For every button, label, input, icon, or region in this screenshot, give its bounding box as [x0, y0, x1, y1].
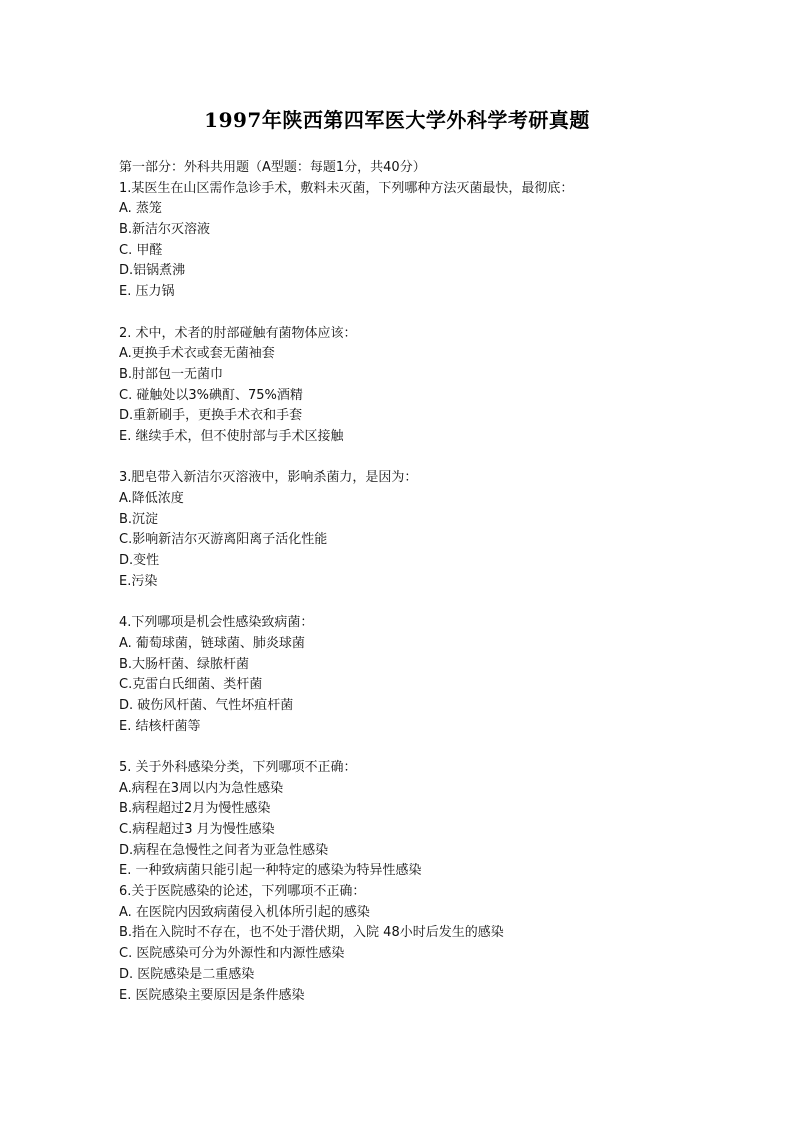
option-b: B.大肠杆菌、绿脓杆菌 [119, 656, 250, 672]
option-a: A. 在医院内因致病菌侵入机体所引起的感染 [119, 904, 370, 920]
option-c: C.影响新洁尔灭游离阳离子活化性能 [119, 532, 328, 548]
question-stem: 5. 关于外科感染分类，下列哪项不正确： [119, 759, 357, 775]
question-stem: 1.某医生在山区需作急诊手术，敷料未灭菌，下列哪种方法灭菌最快，最彻底： [119, 180, 574, 196]
option-b: B.沉淀 [119, 511, 159, 527]
option-d: D.铝锅煮沸 [119, 263, 186, 279]
option-b: B.指在入院时不存在，也不处于潜伏期，入院 48小时后发生的感染 [119, 925, 504, 941]
spacer [119, 737, 739, 758]
option-d: D. 破伤风杆菌、气性坏疽杆菌 [119, 697, 294, 713]
option-a: A.病程在3周以内为急性感染 [119, 780, 284, 796]
option-a: A.降低浓度 [119, 491, 184, 506]
option-e: E. 压力锅 [119, 284, 175, 300]
spacer [119, 303, 739, 324]
question-stem: 3.肥皂带入新洁尔灭溶液中，影响杀菌力，是因为： [119, 470, 418, 486]
page-title: 1997年陕西第四军医大学外科学考研真题 [204, 108, 590, 132]
question-stem: 6.关于医院感染的论述，下列哪项不正确： [119, 884, 366, 900]
question-block [119, 179, 739, 303]
option-d: D.重新刷手，更换手术衣和手套 [119, 408, 303, 424]
option-c: C.病程超过3 月为慢性感染 [119, 822, 275, 837]
spacer [119, 592, 739, 613]
option-c: C. 碰触处以3%碘酊、75%酒精 [119, 387, 303, 403]
option-e: E.污染 [119, 573, 158, 589]
option-d: D.病程在急慢性之间者为亚急性感染 [119, 842, 329, 858]
option-b: B.病程超过2月为慢性感染 [119, 801, 271, 817]
option-a: A. 葡萄球菌，链球菌、肺炎球菌 [119, 635, 305, 651]
option-b: B.新洁尔灭溶液 [119, 222, 211, 238]
question-block [119, 324, 739, 448]
option-e: E. 医院感染主要原因是条件感染 [119, 987, 305, 1003]
option-a: A.更换手术衣或套无菌袖套 [119, 346, 275, 362]
spacer [119, 448, 739, 469]
question-block [119, 613, 739, 737]
question-stem: 2. 术中，术者的肘部碰触有菌物体应该： [119, 325, 357, 341]
question-block [119, 882, 739, 1006]
option-d: D. 医院感染是二重感染 [119, 966, 255, 982]
question-content [119, 158, 739, 1006]
question-stem: 4.下列哪项是机会性感染致病菌： [119, 615, 314, 631]
option-a: A. 蒸笼 [119, 201, 162, 217]
option-e: E. 继续手术，但不使肘部与手术区接触 [119, 428, 344, 444]
option-e: E. 一种致病菌只能引起一种特定的感染为特异性感染 [119, 863, 422, 879]
option-c: C.克雷白氏细菌、类杆菌 [119, 677, 263, 693]
option-d: D.变性 [119, 553, 160, 569]
question-block [119, 758, 739, 882]
option-e: E. 结核杆菌等 [119, 718, 201, 734]
option-c: C. 甲醛 [119, 242, 163, 258]
section-heading: 第一部分：外科共用题（A型题：每题1分，共40分） [119, 160, 426, 175]
option-b: B.肘部包一无菌巾 [119, 366, 224, 382]
question-block [119, 468, 739, 592]
option-c: C. 医院感染可分为外源性和内源性感染 [119, 946, 345, 962]
